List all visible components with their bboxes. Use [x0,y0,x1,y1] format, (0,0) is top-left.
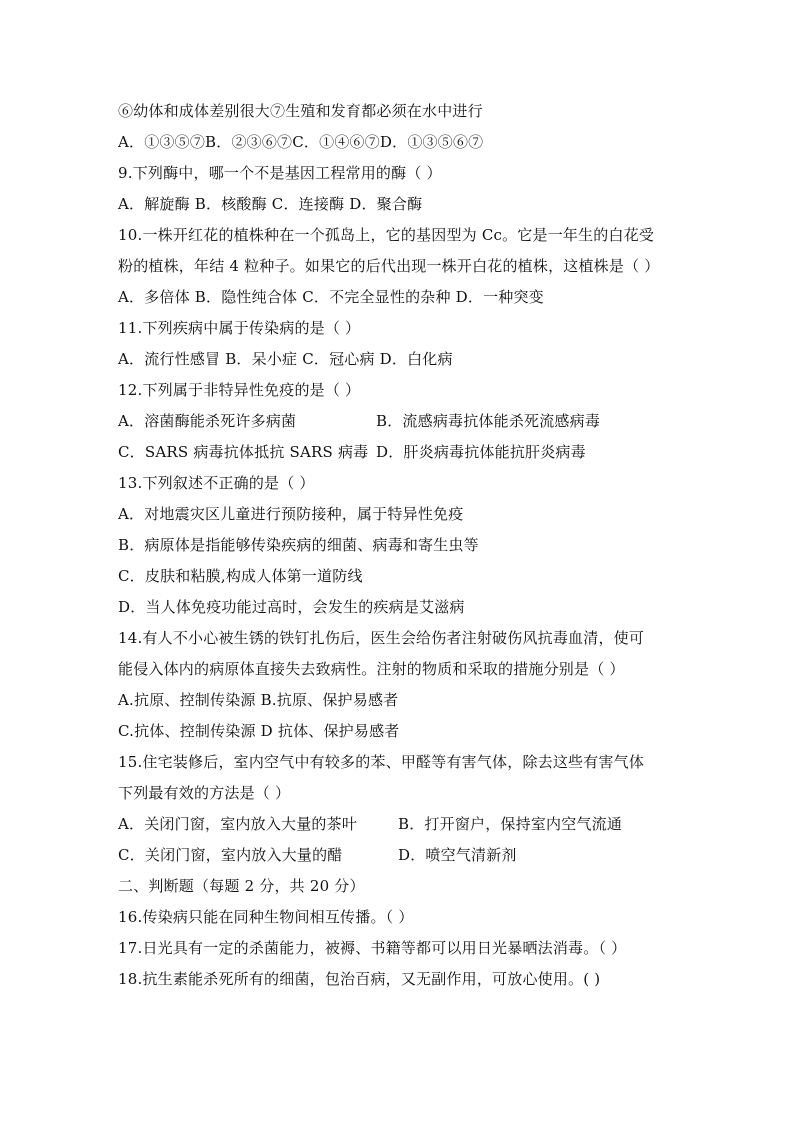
q14-options-ab: A.抗原、控制传染源 B.抗原、保护易感者 [118,691,399,709]
q14-question-line2: 能侵入体内的病原体直接失去致病性。注射的物质和采取的措施分别是（ ） [118,660,625,678]
q10-options: A．多倍体 B．隐性纯合体 C．不完全显性的杂种 D．一种突变 [118,288,544,306]
q13-option-b: B．病原体是指能够传染疾病的细菌、病毒和寄生虫等 [118,536,479,554]
q12-option-d: D．肝炎病毒抗体能抗肝炎病毒 [376,443,586,461]
q15-options-row1 [118,814,738,834]
q9-options: A．解旋酶 B．核酸酶 C．连接酶 D．聚合酶 [118,195,423,213]
q10-question-line1: 10.一株开红花的植株种在一个孤岛上，它的基因型为 Cc。它是一年生的白花受 [118,226,655,244]
q14-question-line1: 14.有人不小心被生锈的铁钉扎伤后，医生会给伤者注射破伤风抗毒血清，使可 [118,629,645,647]
q11-question: 11.下列疾病中属于传染病的是（ ） [118,319,361,337]
q15-option-a: A．关闭门窗，室内放入大量的茶叶 [118,815,358,833]
q14-options-cd: C.抗体、控制传染源 D 抗体、保护易感者 [118,722,400,740]
q15-options-row2 [118,845,738,865]
q10-question-line2: 粉的植株，年结 4 粒种子。如果它的后代出现一株开白花的植株，这植株是（ ） [118,257,660,275]
q11-options: A．流行性感冒 B．呆小症 C．冠心病 D．白化病 [118,350,453,368]
q13-option-a: A．对地震灾区儿童进行预防接种，属于特异性免疫 [118,505,464,523]
q17-statement: 17.日光具有一定的杀菌能力，被褥、书籍等都可以用日光暴晒法消毒。（ ） [118,939,627,957]
q12-option-c: C．SARS 病毒抗体抵抗 SARS 病毒 [118,443,369,461]
q13-option-d: D．当人体免疫功能过高时，会发生的疾病是艾滋病 [118,598,465,616]
q8-statements-cont: ⑥幼体和成体差别很大⑦生殖和发育都必须在水中进行 [118,102,483,120]
q12-option-b: B．流感病毒抗体能杀死流感病毒 [376,412,601,430]
q12-option-a: A．溶菌酶能杀死许多病菌 [118,412,297,430]
q15-option-b: B．打开窗户，保持室内空气流通 [398,815,623,833]
q15-option-c: C．关闭门窗，室内放入大量的醋 [118,846,343,864]
q16-statement: 16.传染病只能在同种生物间相互传播。（ ） [118,908,414,926]
q12-options-row1 [118,411,738,431]
section-heading-judgement: 二、判断题（每题 2 分，共 20 分） [118,877,365,895]
q15-option-d: D．喷空气清新剂 [398,846,517,864]
q13-option-c: C．皮肤和粘膜,构成人体第一道防线 [118,567,363,585]
q12-options-row2 [118,442,738,462]
q18-statement: 18.抗生素能杀死所有的细菌，包治百病，又无副作用，可放心使用。( ) [118,970,601,988]
q13-question: 13.下列叙述不正确的是（ ） [118,474,315,492]
q9-question: 9.下列酶中，哪一个不是基因工程常用的酶（ ） [118,164,442,182]
q15-question-line2: 下列最有效的方法是（ ） [118,784,291,802]
q8-options: A．①③⑤⑦B．②③⑥⑦C．①④⑥⑦D．①③⑤⑥⑦ [118,133,484,151]
q12-question: 12.下列属于非特异性免疫的是（ ） [118,381,361,399]
q15-question-line1: 15.住宅装修后，室内空气中有较多的苯、甲醛等有害气体，除去这些有害气体 [118,753,645,771]
